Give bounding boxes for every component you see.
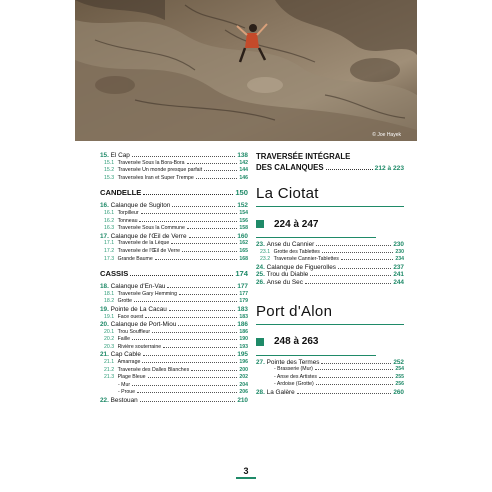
entry-number: 21.3 xyxy=(104,374,115,381)
leader-dots xyxy=(130,275,233,276)
entry-label: Calanque de Port-Miou xyxy=(110,321,177,329)
entry-number: 28. xyxy=(256,388,265,396)
entry-page: 160 xyxy=(237,232,248,240)
entry-page: 196 xyxy=(239,359,248,366)
entry-page: 146 xyxy=(239,174,248,181)
toc-subentry[interactable] xyxy=(100,248,248,256)
entry-page: 186 xyxy=(237,321,248,329)
toc-entry[interactable] xyxy=(256,279,404,287)
toc-entry[interactable] xyxy=(100,397,248,405)
leader-dots xyxy=(148,377,238,378)
entry-number: 16.1 xyxy=(104,209,115,216)
entry-page: 234 xyxy=(395,256,404,263)
entry-page: 210 xyxy=(237,397,248,405)
entry-page: 179 xyxy=(239,298,248,305)
entry-page: 237 xyxy=(393,263,404,271)
entry-page: 256 xyxy=(395,381,404,388)
entry-page: 200 xyxy=(239,366,248,373)
toc-entry[interactable] xyxy=(100,283,248,291)
entry-label: Traversée Sous la Commune xyxy=(117,225,185,232)
toc-subentry[interactable] xyxy=(100,210,248,218)
entry-label: Face ouest xyxy=(117,313,144,320)
range-underline xyxy=(256,237,376,238)
entry-label: Traversée des Dalles Blanches xyxy=(117,366,190,373)
entry-page: 254 xyxy=(395,366,404,373)
leader-dots xyxy=(140,401,236,402)
entry-label: Pointe de La Cacau xyxy=(110,305,167,313)
toc-left-column xyxy=(100,152,248,405)
entry-page: 156 xyxy=(239,217,248,224)
entry-label: Anse du Cannier xyxy=(266,241,315,248)
leader-dots xyxy=(169,310,236,311)
port-dalon-entries xyxy=(256,359,404,397)
entry-label: La Galère xyxy=(266,388,295,396)
entry-label: Grande Baume xyxy=(117,255,153,262)
entry-page: 252 xyxy=(393,358,404,366)
region-title-la-ciotat: La Ciotat xyxy=(256,185,404,207)
region-title-port-dalon: Port d'Alon xyxy=(256,303,404,325)
entry-number: 16.2 xyxy=(104,217,115,224)
leader-dots xyxy=(316,384,394,385)
entry-page: 241 xyxy=(393,271,404,279)
entry-number: 19.1 xyxy=(104,313,115,320)
leader-dots xyxy=(204,170,237,171)
entry-label: - Anse des Artistes xyxy=(274,373,317,380)
toc-entry[interactable] xyxy=(256,359,404,367)
toc-entry[interactable] xyxy=(100,351,248,359)
entry-number: 18.1 xyxy=(104,290,115,297)
entry-number: 15.1 xyxy=(104,159,115,166)
entry-page: 177 xyxy=(239,290,248,297)
leader-dots xyxy=(155,259,238,260)
entry-label: Grotte des Tablettes xyxy=(273,248,320,255)
entry-label: Calanque de Sugiton xyxy=(110,202,171,210)
entry-number: 20. xyxy=(100,321,109,329)
entry-page: 204 xyxy=(239,381,248,388)
toc-subentry[interactable] xyxy=(100,389,248,397)
toc-entry[interactable] xyxy=(100,202,248,210)
entry-page: 144 xyxy=(239,167,248,174)
leader-dots xyxy=(196,178,238,179)
entry-number: 23.2 xyxy=(260,256,271,263)
range-text: 224 à 247 xyxy=(274,218,319,230)
leader-dots xyxy=(326,169,373,170)
traverse-pages: 212 à 223 xyxy=(374,165,404,172)
leader-dots xyxy=(137,392,237,393)
toc-entry[interactable] xyxy=(256,271,404,279)
leader-dots xyxy=(132,156,235,157)
section-label: CANDELLE xyxy=(100,188,142,198)
section-page: 174 xyxy=(235,269,248,279)
leader-dots xyxy=(167,287,235,288)
toc-section-heading[interactable] xyxy=(100,269,248,279)
entry-label: Faille xyxy=(117,336,130,343)
toc-subentry[interactable] xyxy=(100,225,248,233)
entry-label: Traversée Un monde presque parfait xyxy=(117,167,203,174)
page-number-text: 3 xyxy=(243,466,249,476)
entry-page: 195 xyxy=(237,351,248,359)
toc-entry[interactable] xyxy=(100,306,248,314)
entry-page: 260 xyxy=(393,388,404,396)
toc-entry[interactable] xyxy=(256,389,404,397)
leader-dots xyxy=(305,283,391,284)
entry-page: 202 xyxy=(239,374,248,381)
leader-dots xyxy=(132,385,237,386)
entry-number: 17. xyxy=(100,232,109,240)
entry-label: Pointe des Termes xyxy=(266,358,320,366)
entry-label: Traversée Cannier-Tablettes xyxy=(273,256,339,263)
entry-number: 20.3 xyxy=(104,343,115,350)
entry-label: Trou du Diable xyxy=(266,271,309,279)
leader-dots xyxy=(297,393,392,394)
cover-photo xyxy=(75,0,417,141)
entry-page: 177 xyxy=(237,283,248,291)
toc-subentry[interactable] xyxy=(100,218,248,226)
leader-dots xyxy=(171,243,237,244)
entry-page: 230 xyxy=(393,241,404,248)
entry-number: 26. xyxy=(256,278,265,286)
leader-dots xyxy=(152,332,237,333)
entry-label: Calanque de l'Œil de Verre xyxy=(110,232,187,240)
toc-subentry[interactable] xyxy=(100,336,248,344)
entry-page: 142 xyxy=(239,159,248,166)
entry-page: 190 xyxy=(239,336,248,343)
entry-page: 206 xyxy=(239,389,248,396)
entry-number: 16.3 xyxy=(104,225,115,232)
entry-number: 18. xyxy=(100,283,109,291)
entry-number: 21.1 xyxy=(104,359,115,366)
climber-rock-photo xyxy=(75,0,417,141)
toc-entry[interactable] xyxy=(256,264,404,272)
toc-subentry[interactable] xyxy=(100,382,248,390)
region-range-port-dalon xyxy=(256,335,404,349)
toc-subentry[interactable] xyxy=(256,366,404,374)
toc-subentry[interactable] xyxy=(100,374,248,382)
entry-label: Traversée Gary Hemming xyxy=(117,290,178,297)
toc-subentry[interactable] xyxy=(100,175,248,183)
entry-page: 193 xyxy=(239,343,248,350)
leader-dots xyxy=(338,268,391,269)
toc-subentry[interactable] xyxy=(256,249,404,257)
entry-number: 23. xyxy=(256,241,265,248)
leader-dots xyxy=(134,301,237,302)
leader-dots xyxy=(321,363,391,364)
entry-page: 162 xyxy=(239,240,248,247)
leader-dots xyxy=(322,252,393,253)
entry-page: 165 xyxy=(239,247,248,254)
page-number xyxy=(234,466,258,479)
entry-number: 20.1 xyxy=(104,328,115,335)
entry-label: - Brasserie (Mur) xyxy=(274,366,313,373)
toc-entry[interactable] xyxy=(100,321,248,329)
leader-dots xyxy=(178,325,235,326)
entry-label: El Cap xyxy=(110,152,130,159)
entry-number: 19. xyxy=(100,305,109,313)
entry-number: 15.3 xyxy=(104,174,115,181)
leader-dots xyxy=(172,206,235,207)
entry-number: 17.3 xyxy=(104,255,115,262)
entry-page: 138 xyxy=(237,152,248,159)
entry-number: 18.2 xyxy=(104,298,115,305)
page-number-underline xyxy=(236,477,256,479)
entry-label: Plage Bleue xyxy=(117,374,146,381)
entry-page: 255 xyxy=(395,373,404,380)
leader-dots xyxy=(143,355,235,356)
leader-dots xyxy=(143,194,233,195)
toc-subentry[interactable] xyxy=(100,240,248,248)
leader-dots xyxy=(182,251,237,252)
entry-label: Traversées Iran et Super Trempe xyxy=(117,174,194,181)
toc-subentry[interactable] xyxy=(256,381,404,389)
entry-label: Grotte xyxy=(117,298,132,305)
entry-label: - Ardoise (Grotte) xyxy=(274,381,314,388)
entry-label: Rivière souterraine xyxy=(117,343,162,350)
leader-dots xyxy=(179,294,237,295)
toc-subentry[interactable] xyxy=(100,367,248,375)
la-ciotat-entries xyxy=(256,241,404,287)
entry-label: - Proue xyxy=(118,389,136,396)
range-text: 248 à 263 xyxy=(274,336,319,348)
leader-dots xyxy=(142,362,237,363)
toc-section-heading[interactable] xyxy=(100,188,248,198)
entry-label: - Mur xyxy=(118,381,131,388)
toc-subentry[interactable] xyxy=(100,167,248,175)
toc-subentry[interactable] xyxy=(256,374,404,382)
toc-subentry[interactable] xyxy=(100,359,248,367)
toc-entry[interactable] xyxy=(100,152,248,160)
entry-number: 20.2 xyxy=(104,336,115,343)
leader-dots xyxy=(316,245,391,246)
entry-number: 24. xyxy=(256,263,265,271)
entry-page: 158 xyxy=(239,225,248,232)
leader-dots xyxy=(145,317,237,318)
toc-subentry[interactable] xyxy=(100,291,248,299)
leader-dots xyxy=(163,347,237,348)
toc-entry[interactable] xyxy=(100,233,248,241)
entry-label: Cap Cable xyxy=(110,351,141,359)
entry-label: Calanque d'En-Vau xyxy=(110,283,166,291)
entry-number: 22. xyxy=(100,397,109,405)
entry-label: Amarrage xyxy=(117,359,141,366)
entry-number: 23.1 xyxy=(260,248,271,255)
leader-dots xyxy=(189,237,236,238)
entry-number: 17.1 xyxy=(104,240,115,247)
entry-page: 244 xyxy=(393,278,404,286)
entry-label: Anse du Sec xyxy=(266,278,303,286)
toc-subentry[interactable] xyxy=(100,160,248,168)
entry-number: 16. xyxy=(100,202,109,210)
entry-number: 21.2 xyxy=(104,366,115,373)
toc-subentry[interactable] xyxy=(256,256,404,264)
leader-dots xyxy=(187,228,238,229)
photo-credit: © Joe Hayek xyxy=(372,132,401,138)
entry-label: Traversée de l'Œil de Verre xyxy=(117,247,181,254)
entry-number: 15.2 xyxy=(104,167,115,174)
leader-dots xyxy=(319,377,393,378)
region-range-la-ciotat xyxy=(256,217,404,231)
entry-number: 27. xyxy=(256,358,265,366)
entry-page: 168 xyxy=(239,255,248,262)
entry-number: 21. xyxy=(100,351,109,359)
leader-dots xyxy=(141,213,238,214)
entry-number: 15. xyxy=(100,152,109,159)
square-bullet-icon xyxy=(256,220,264,228)
entry-number: 17.2 xyxy=(104,247,115,254)
toc-subentry[interactable] xyxy=(100,344,248,352)
traverse-title-line1: TRAVERSÉE INTÉGRALE xyxy=(256,152,351,161)
entry-page: 154 xyxy=(239,209,248,216)
leader-dots xyxy=(341,259,394,260)
entry-label: Bestouan xyxy=(110,397,138,405)
leader-dots xyxy=(315,369,393,370)
range-underline xyxy=(256,355,376,356)
entry-label: Trou Souffleur xyxy=(117,328,151,335)
traverse-title-line2: DES CALANQUES xyxy=(256,163,324,172)
entry-label: Traversée Sous la Bora-Bora xyxy=(117,159,185,166)
entry-label: Traversée de la Lèque xyxy=(117,240,170,247)
toc-subentry[interactable] xyxy=(100,314,248,322)
leader-dots xyxy=(132,339,237,340)
toc-subentry[interactable] xyxy=(100,329,248,337)
section-label: CASSIS xyxy=(100,269,129,279)
entry-page: 183 xyxy=(239,313,248,320)
entry-label: Torpilleur xyxy=(117,209,139,216)
entry-label: Tonneau xyxy=(117,217,138,224)
entry-page: 183 xyxy=(237,305,248,313)
toc-subentry[interactable] xyxy=(100,256,248,264)
toc-subentry[interactable] xyxy=(100,298,248,306)
toc-entry[interactable] xyxy=(256,241,404,249)
toc-right-column xyxy=(256,152,404,397)
square-bullet-icon xyxy=(256,338,264,346)
section-page: 150 xyxy=(235,188,248,198)
entry-page: 152 xyxy=(237,202,248,210)
entry-page: 186 xyxy=(239,328,248,335)
leader-dots xyxy=(139,221,237,222)
leader-dots xyxy=(187,163,238,164)
entry-page: 230 xyxy=(395,248,404,255)
entry-label: Calanque de Figuerolles xyxy=(266,263,336,271)
leader-dots xyxy=(191,370,237,371)
entry-number: 25. xyxy=(256,271,265,279)
traverse-title-row[interactable] xyxy=(256,162,404,173)
leader-dots xyxy=(310,275,391,276)
